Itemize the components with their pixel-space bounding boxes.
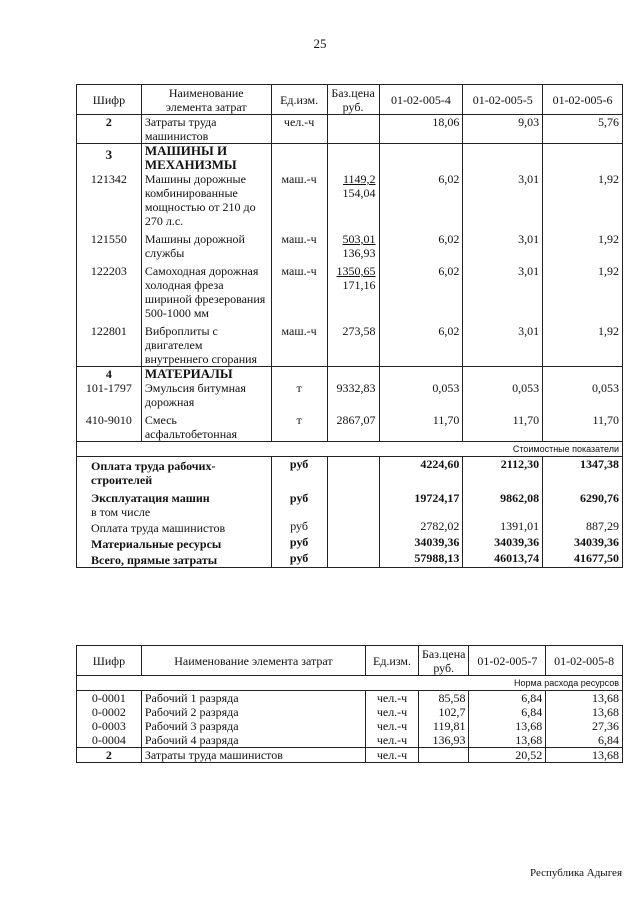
cell-name: Затраты труда машинистов <box>141 748 365 763</box>
cell-value: 5,76 <box>543 115 623 144</box>
cell-code: 0-0002 <box>77 705 142 719</box>
cell-value: 13,68 <box>546 748 623 763</box>
summary-unit: руб <box>271 519 327 535</box>
cell-name: Машины дорожной службы <box>141 232 271 264</box>
header-code: Шифр <box>77 646 142 676</box>
cell-unit: т <box>271 413 327 442</box>
table-header-row <box>77 646 623 676</box>
cell-value: 6,02 <box>379 232 463 264</box>
cell-value: 13,68 <box>469 719 546 733</box>
cell-name: Рабочий 2 разряда <box>141 705 365 719</box>
cell-code: 0-0003 <box>77 719 142 733</box>
cell-price: 102,7 <box>419 705 469 719</box>
cell-code: 2 <box>77 748 142 763</box>
cell-value: 11,70 <box>463 413 543 442</box>
summary-name: Эксплуатация машин <box>91 491 210 505</box>
cell-value: 6,02 <box>379 324 463 367</box>
table-row <box>77 172 623 232</box>
header-col8: 01-02-005-8 <box>546 646 623 676</box>
cell-price: 9332,83 <box>327 381 379 413</box>
table-header-row <box>77 85 623 115</box>
summary-row <box>77 519 623 535</box>
table-row <box>77 264 623 324</box>
cell-value: 3,01 <box>463 172 543 232</box>
summary-name: Материальные ресурсы <box>77 535 272 551</box>
cell-price: 1350,65 <box>336 264 376 278</box>
cell-value: 0,053 <box>463 381 543 413</box>
summary-unit: руб <box>271 457 327 488</box>
cell-value: 11,70 <box>543 413 623 442</box>
cell-code: 122203 <box>77 264 142 324</box>
cell-name: Смесь асфальтобетонная <box>141 413 271 442</box>
cell-name: Рабочий 4 разряда <box>141 733 365 748</box>
section-label: Стоимостные показатели <box>77 442 623 457</box>
cell-code: 101-1797 <box>77 381 142 413</box>
header-name: Наименование элемента затрат <box>141 646 365 676</box>
cell-code: 0-0001 <box>77 691 142 706</box>
cell-name: Затраты труда машинистов <box>141 115 271 144</box>
cell-value: 18,06 <box>379 115 463 144</box>
header-col5: 01-02-005-5 <box>463 85 543 115</box>
summary-value: 57988,13 <box>379 551 463 568</box>
table-row <box>77 748 623 763</box>
cell-unit: маш.-ч <box>271 172 327 232</box>
cell-unit: маш.-ч <box>271 232 327 264</box>
cell-price: 2867,07 <box>327 413 379 442</box>
cell-price-2: 136,93 <box>342 246 376 260</box>
header-col4: 01-02-005-4 <box>379 85 463 115</box>
summary-row <box>77 457 623 488</box>
cost-table-1 <box>76 84 623 568</box>
cell-price: 85,58 <box>419 691 469 706</box>
summary-value: 2782,02 <box>379 519 463 535</box>
cell-unit: маш.-ч <box>271 324 327 367</box>
cell-value: 27,36 <box>546 719 623 733</box>
table-row <box>77 413 623 442</box>
cell-value: 1,92 <box>543 324 623 367</box>
table-row <box>77 324 623 367</box>
cell-value: 6,02 <box>379 264 463 324</box>
header-price: Баз.цена руб. <box>419 646 469 676</box>
section-row <box>77 144 623 173</box>
cell-value: 13,68 <box>469 733 546 748</box>
summary-value: 34039,36 <box>463 535 543 551</box>
summary-sub: в том числе <box>91 505 151 519</box>
footer-region: Республика Адыгея <box>530 867 623 879</box>
header-code: Шифр <box>77 85 142 115</box>
cell-value: 1,92 <box>543 232 623 264</box>
cell-value: 6,02 <box>379 172 463 232</box>
cell-price <box>327 115 379 144</box>
summary-value: 19724,17 <box>379 487 463 519</box>
cost-table-2 <box>76 645 623 763</box>
summary-value: 46013,74 <box>463 551 543 568</box>
cell-value: 11,70 <box>379 413 463 442</box>
summary-value: 4224,60 <box>379 457 463 488</box>
summary-value: 6290,76 <box>543 487 623 519</box>
cell-unit: чел.-ч <box>366 705 419 719</box>
header-col7: 01-02-005-7 <box>469 646 546 676</box>
cell-code: 122801 <box>77 324 142 367</box>
header-col6: 01-02-005-6 <box>543 85 623 115</box>
cell-code: 3 <box>77 144 142 173</box>
cell-price-2: 171,16 <box>342 278 376 292</box>
table-row <box>77 691 623 706</box>
cell-value: 1,92 <box>543 172 623 232</box>
cell-price <box>419 748 469 763</box>
summary-unit: руб <box>271 535 327 551</box>
table-row <box>77 733 623 748</box>
header-price: Баз.цена руб. <box>327 85 379 115</box>
summary-value: 1391,01 <box>463 519 543 535</box>
cell-price: 1149,2 <box>342 172 376 186</box>
section-title: МАТЕРИАЛЫ <box>141 367 271 382</box>
cell-price: 119,81 <box>419 719 469 733</box>
summary-value: 34039,36 <box>379 535 463 551</box>
cell-name: Рабочий 3 разряда <box>141 719 365 733</box>
cell-value: 6,84 <box>546 733 623 748</box>
cell-price: 273,58 <box>327 324 379 367</box>
table-row <box>77 115 623 144</box>
cell-code: 121342 <box>77 172 142 232</box>
header-unit: Ед.изм. <box>271 85 327 115</box>
summary-value: 41677,50 <box>543 551 623 568</box>
cell-price: 503,01 <box>342 232 376 246</box>
section-row <box>77 367 623 382</box>
cell-unit: чел.-ч <box>366 748 419 763</box>
cell-unit: маш.-ч <box>271 264 327 324</box>
header-unit: Ед.изм. <box>366 646 419 676</box>
section-label-row <box>77 442 623 457</box>
cell-name: Виброплиты с двигателем внутреннего сгорания <box>141 324 271 367</box>
section-label: Норма расхода ресурсов <box>77 676 623 691</box>
summary-name: Оплата труда рабочих-строителей <box>77 457 272 488</box>
cell-value: 3,01 <box>463 264 543 324</box>
cell-value: 3,01 <box>463 324 543 367</box>
table-row <box>77 719 623 733</box>
cell-unit: т <box>271 381 327 413</box>
cell-value: 6,84 <box>469 691 546 706</box>
summary-row <box>77 535 623 551</box>
summary-row <box>77 551 623 568</box>
cell-code: 0-0004 <box>77 733 142 748</box>
summary-value: 2112,30 <box>463 457 543 488</box>
cell-value: 6,84 <box>469 705 546 719</box>
summary-unit: руб <box>271 551 327 568</box>
cell-value: 13,68 <box>546 705 623 719</box>
cell-price-2: 154,04 <box>342 186 376 200</box>
cell-value: 0,053 <box>543 381 623 413</box>
cell-value: 1,92 <box>543 264 623 324</box>
summary-unit: руб <box>271 487 327 519</box>
header-name: Наименование элемента затрат <box>141 85 271 115</box>
cell-unit: чел.-ч <box>366 733 419 748</box>
cell-value: 3,01 <box>463 232 543 264</box>
summary-value: 887,29 <box>543 519 623 535</box>
section-label-row <box>77 676 623 691</box>
cell-unit: чел.-ч <box>366 719 419 733</box>
cell-value: 20,52 <box>469 748 546 763</box>
section-title: МАШИНЫ И МЕХАНИЗМЫ <box>141 144 271 173</box>
summary-value: 9862,08 <box>463 487 543 519</box>
cell-value: 0,053 <box>379 381 463 413</box>
summary-name: Оплата труда машинистов <box>77 519 272 535</box>
cell-code: 410-9010 <box>77 413 142 442</box>
summary-name: Всего, прямые затраты <box>77 551 272 568</box>
cell-name: Рабочий 1 разряда <box>141 691 365 706</box>
summary-row <box>77 487 623 519</box>
cell-name: Эмульсия битумная дорожная <box>141 381 271 413</box>
cell-price: 136,93 <box>419 733 469 748</box>
cell-value: 13,68 <box>546 691 623 706</box>
cell-unit: чел.-ч <box>271 115 327 144</box>
table-row <box>77 381 623 413</box>
cell-name: Самоходная дорожная холодная фреза шириной фрезерования 500-1000 мм <box>141 264 271 324</box>
page-number: 25 <box>313 36 327 51</box>
cell-unit: чел.-ч <box>366 691 419 706</box>
cell-name: Машины дорожные комбинированные мощностью от 210 до 270 л.с. <box>141 172 271 232</box>
cell-value: 9,03 <box>463 115 543 144</box>
cell-code: 2 <box>77 115 142 144</box>
cell-code: 4 <box>77 367 142 382</box>
table-row <box>77 705 623 719</box>
cell-code: 121550 <box>77 232 142 264</box>
table-row <box>77 232 623 264</box>
summary-value: 1347,38 <box>543 457 623 488</box>
summary-value: 34039,36 <box>543 535 623 551</box>
